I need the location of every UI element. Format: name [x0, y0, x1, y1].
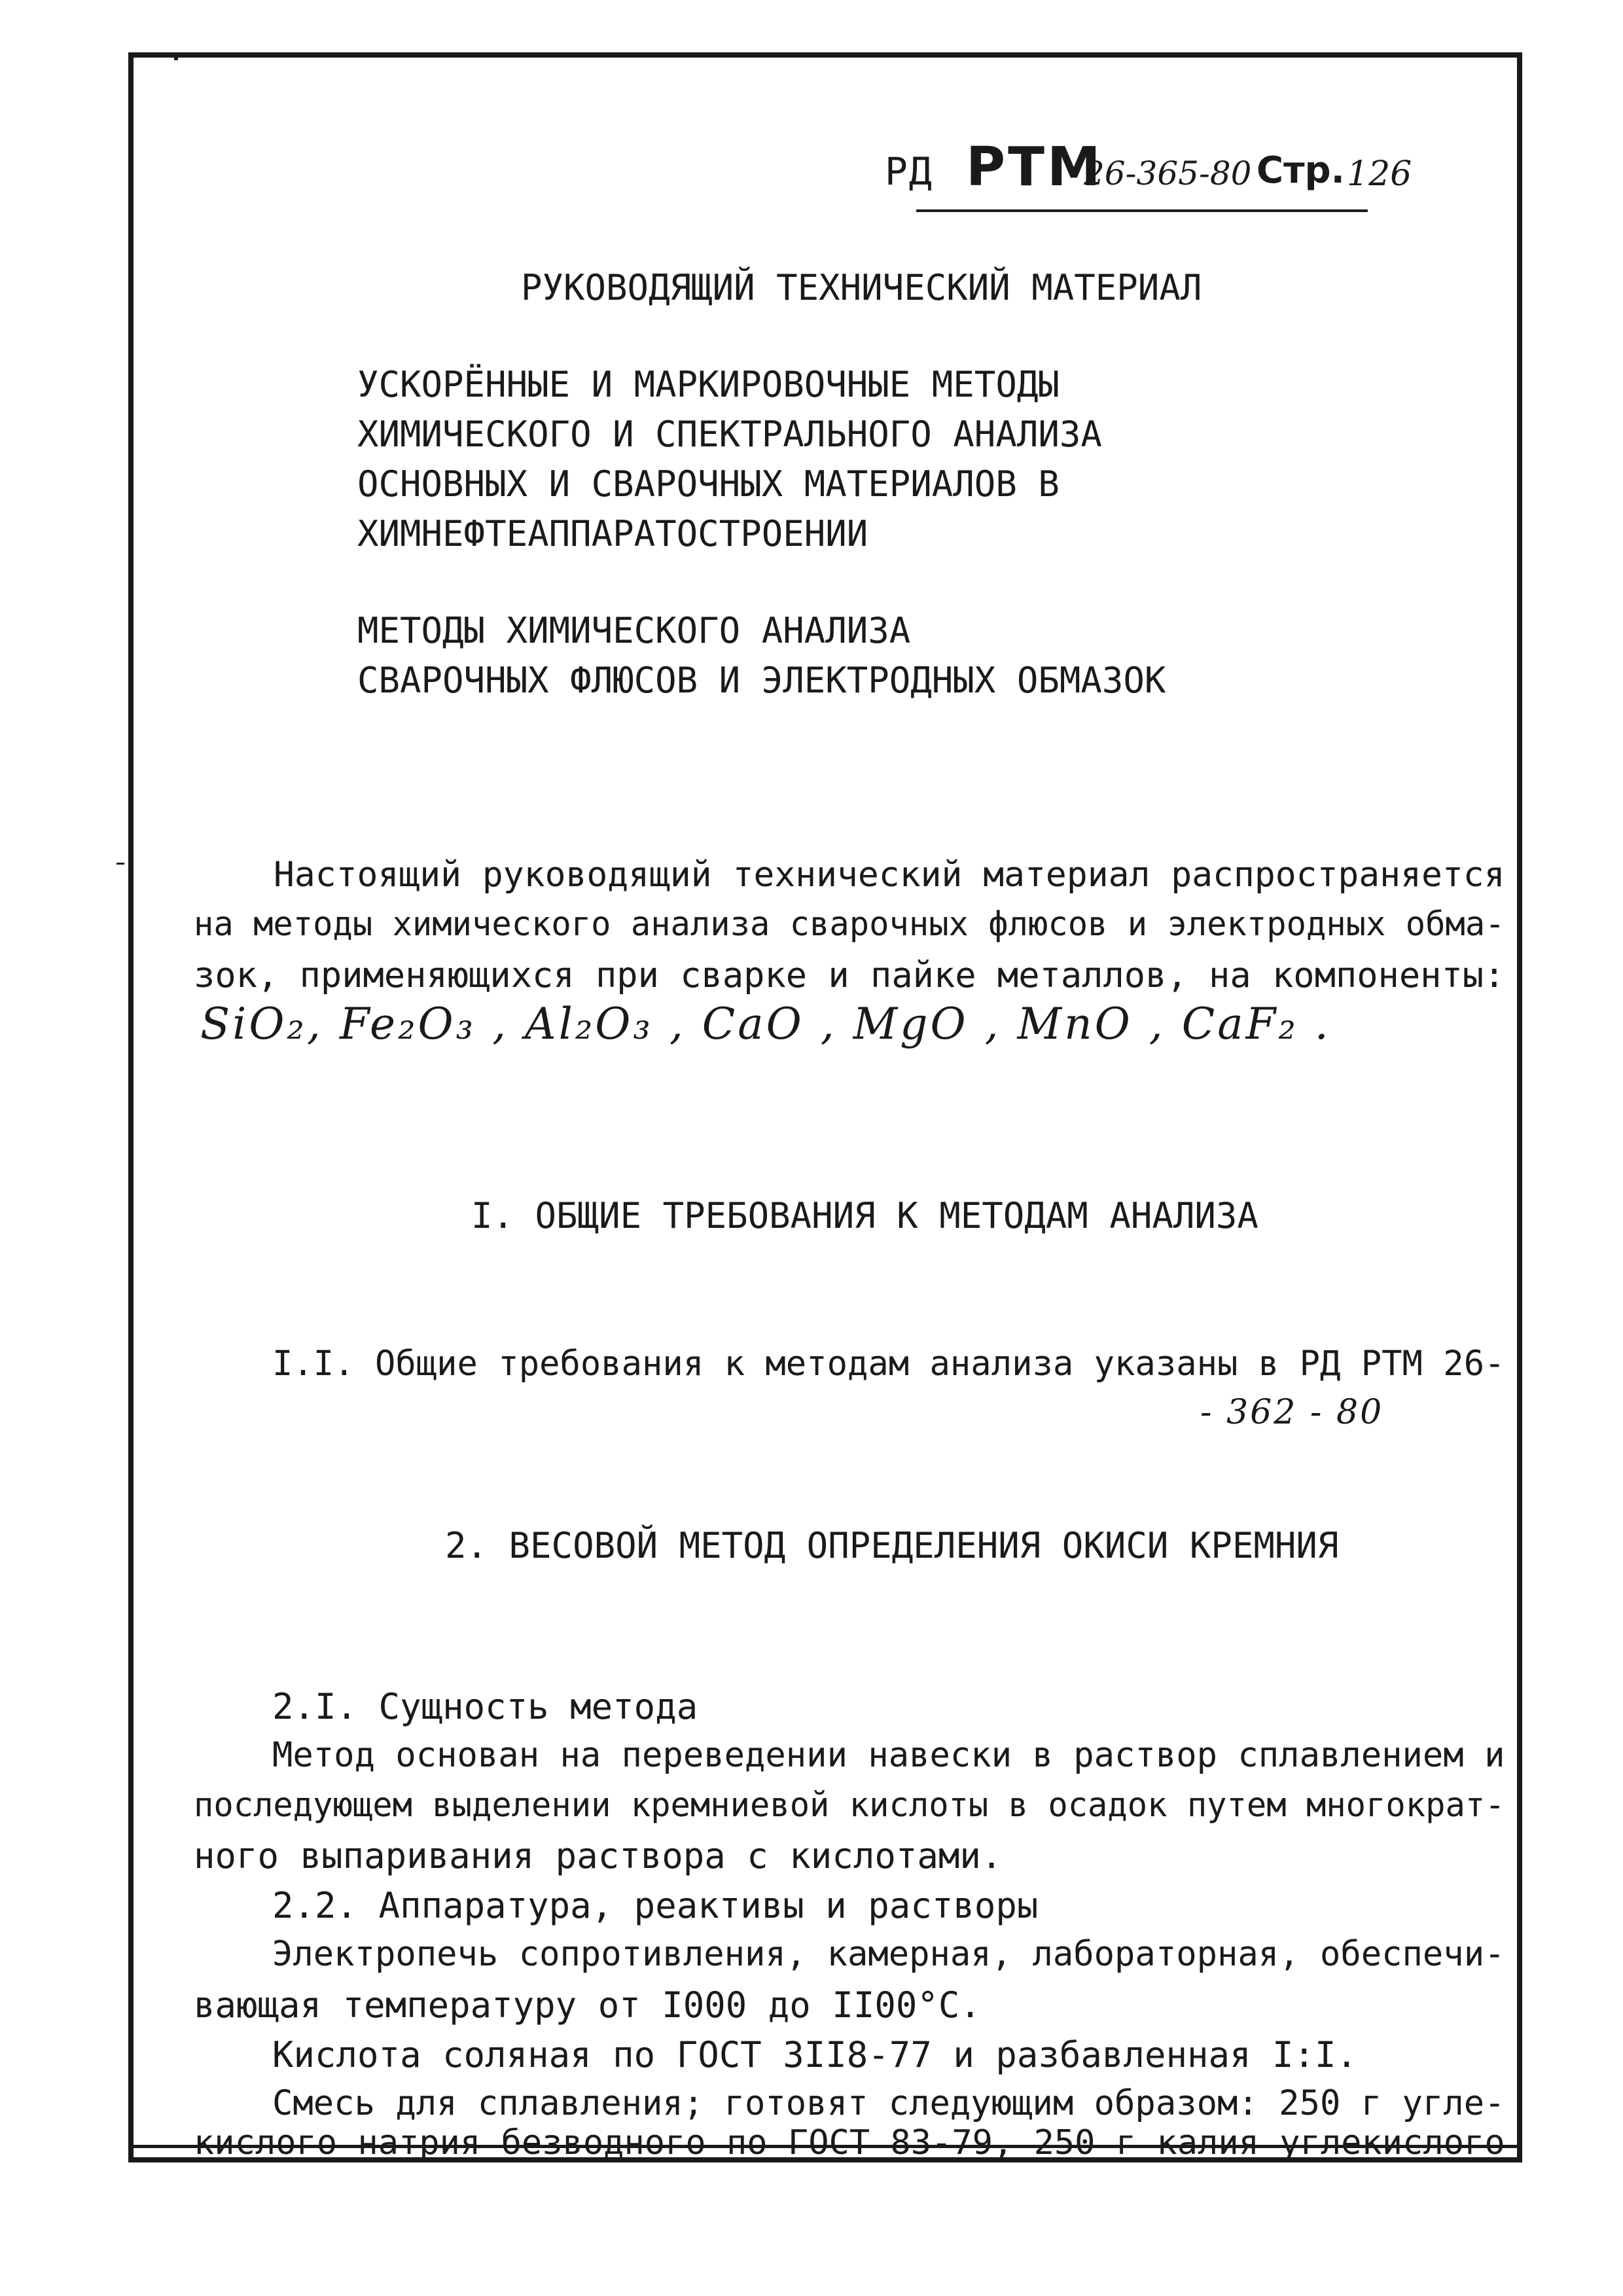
- header-rtm-label: РТМ: [966, 136, 1103, 198]
- header-rd-label: РД: [885, 149, 933, 194]
- header-page-number: 126: [1347, 154, 1412, 194]
- section-2-line-4: ного выпаривания раствора с кислотами.: [194, 1835, 1003, 1876]
- section-1-item-1-1: I.I. Общие требования к методам анализа указаны в РД РТМ 26-: [272, 1344, 1505, 1384]
- components-handwritten: SiO₂, Fe₂O₃ , Al₂O₃ , CaO , MgO , MnO , CaF₂ .: [200, 999, 1331, 1049]
- subtitle-line-3: ОСНОВНЫХ И СВАРОЧНЫХ МАТЕРИАЛОВ В: [357, 463, 1060, 505]
- subtitle-line-4: ХИМНЕФТЕАППАРАТОСТРОЕНИИ: [357, 513, 868, 554]
- header-document-number: 26-365-80: [1084, 154, 1252, 192]
- section-2-line-2: Метод основан на переведении навески в раствор сплавлением и: [272, 1736, 1505, 1775]
- methods-title-line-2: СВАРОЧНЫХ ФЛЮСОВ И ЭЛЕКТРОДНЫХ ОБМАЗОК: [357, 660, 1166, 701]
- document-title: РУКОВОДЯЩИЙ ТЕХНИЧЕСКИЙ МАТЕРИАЛ: [521, 267, 1202, 308]
- methods-title-line-1: МЕТОДЫ ХИМИЧЕСКОГО АНАЛИЗА: [357, 610, 911, 651]
- scan-mark-left: [116, 863, 124, 865]
- section-2-line-6: Электропечь сопротивления, камерная, лабораторная, обеспечи-: [272, 1935, 1505, 1974]
- section-2-line-8: Кислота соляная по ГОСТ 3II8-77 и разбавленная I:I.: [272, 2034, 1358, 2075]
- scan-mark-top: [174, 55, 178, 60]
- section-2-line-10: кислого натрия безводного по ГОСТ 83-79, 250 г калия углекислого: [194, 2123, 1505, 2162]
- intro-line-2: на методы химического анализа сварочных флюсов и электродных обма-: [194, 905, 1505, 943]
- section-1-item-1-1-handwritten: - 362 - 80: [1200, 1393, 1384, 1432]
- section-2-heading: 2. ВЕСОВОЙ МЕТОД ОПРЕДЕЛЕНИЯ ОКИСИ КРЕМНИЯ: [445, 1525, 1339, 1566]
- section-2-line-7: вающая температуру от I000 до II00°С.: [194, 1984, 981, 2026]
- intro-line-3: зок, применяющихся при сварке и пайке металлов, на компоненты:: [194, 954, 1505, 996]
- header-underline: [916, 209, 1368, 212]
- section-2-line-5: 2.2. Аппаратура, реактивы и растворы: [272, 1885, 1039, 1926]
- section-1-heading: I. ОБЩИЕ ТРЕБОВАНИЯ К МЕТОДАМ АНАЛИЗА: [471, 1195, 1258, 1236]
- section-2-line-3: последующем выделении кремниевой кислоты в осадок путем многократ-: [194, 1785, 1505, 1824]
- subtitle-line-1: УСКОРЁННЫЕ И МАРКИРОВОЧНЫЕ МЕТОДЫ: [357, 364, 1060, 405]
- intro-line-1: Настоящий руководящий технический материал распространяется: [274, 855, 1505, 895]
- header-page-label: Стр.: [1257, 149, 1345, 192]
- section-2-line-9: Смесь для сплавления; готовят следующим образом: 250 г угле-: [272, 2084, 1505, 2123]
- subtitle-line-2: ХИМИЧЕСКОГО И СПЕКТРАЛЬНОГО АНАЛИЗА: [357, 414, 1102, 455]
- section-2-line-1: 2.I. Сущность метода: [272, 1686, 698, 1727]
